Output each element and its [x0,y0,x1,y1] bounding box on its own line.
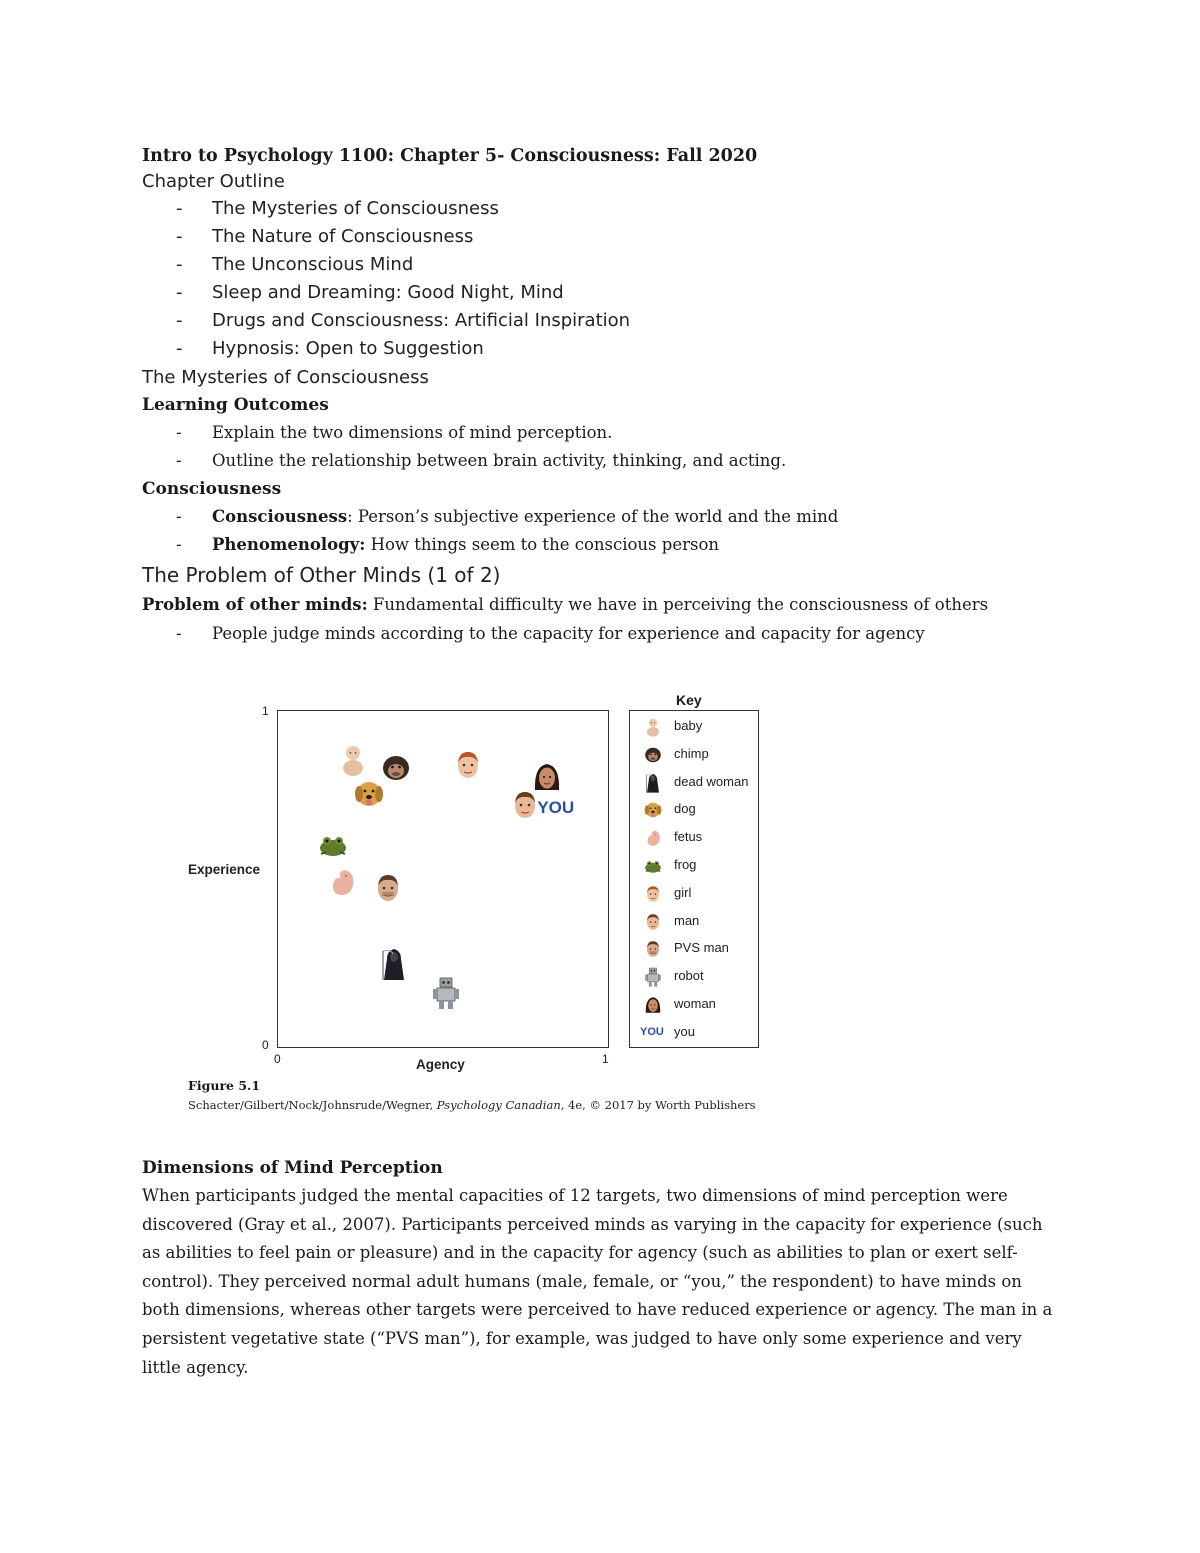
legend-item-woman [640,993,760,1017]
scatter-point-man [510,788,540,822]
legend-label: you [674,1023,695,1039]
legend-label: PVS man [674,940,729,956]
list-item: - Outline the relationship between brain activity, thinking, and acting. [176,451,787,470]
figure-credit: Schacter/Gilbert/Nock/Johnsrude/Wegner, Psychology Canadian, 4e, © 2017 by Worth Publishers [188,1098,756,1112]
legend-item-fetus [640,826,760,850]
legend-icon [644,910,662,934]
chapter-outline-list [142,195,1072,363]
legend-item-dog [640,798,760,822]
legend-item-pvs-man [640,937,760,961]
scatter-point-chimp [381,751,411,785]
legend-label: girl [674,884,692,900]
legend-icon [644,937,662,961]
learning-outcomes-heading: Learning Outcomes [142,395,329,415]
plot-area [277,710,609,1048]
document-page [142,143,1072,648]
dimensions-heading: Dimensions of Mind Perception [142,1158,443,1178]
scatter-point-frog [318,828,348,862]
legend-icon [644,771,662,795]
legend-icon [644,715,662,739]
list-item: - Consciousness: Person’s subjective experience of the world and the mind [176,507,839,526]
legend-icon [644,854,662,878]
learning-outcomes-list [142,419,1072,475]
scatter-point-girl [453,748,483,782]
legend-label: baby [674,718,703,733]
consciousness-list [142,503,1072,559]
x-tick-label: 1 [602,1052,609,1066]
legend-label: frog [674,857,697,872]
figure-caption: Figure 5.1 [188,1078,261,1093]
legend-label: fetus [674,829,703,845]
legend-icon [644,882,662,906]
list-item: - The Unconscious Mind [176,254,414,275]
legend-item-man [640,910,760,934]
list-item: - People judge minds according to the capacity for experience and capacity for agency [176,623,925,643]
list-item: - Hypnosis: Open to Suggestion [176,338,484,359]
mind-perception-figure [186,690,786,1120]
legend-item-dead-woman [640,771,760,795]
legend-icon: YOU [640,1025,664,1038]
legend-icon [644,798,662,822]
x-tick-label: 0 [274,1052,281,1066]
list-item: - Sleep and Dreaming: Good Night, Mind [176,282,564,303]
scatter-point-fetus [327,865,357,899]
list-item: - Phenomenology: How things seem to the conscious person [176,535,720,554]
document-title: Intro to Psychology 1100: Chapter 5- Consciousness: Fall 2020 [142,146,758,166]
legend-label: woman [674,996,716,1011]
legend-label: robot [674,968,704,984]
legend [629,710,759,1048]
scatter-point-dog [354,777,384,811]
problem-heading: The Problem of Other Minds (1 of 2) [142,563,501,587]
legend-item-you [640,1021,760,1045]
consciousness-heading: Consciousness [142,479,282,499]
scatter-point-robot [431,976,461,1010]
problem-list [142,620,1072,648]
legend-label: dog [674,801,696,817]
scatter-point-baby [338,743,368,777]
list-item: - The Mysteries of Consciousness [176,198,499,219]
y-tick-label: 1 [262,704,269,718]
legend-icon [644,826,662,850]
legend-icon [644,743,662,767]
legend-icon [644,965,662,989]
dimensions-paragraph: When participants judged the mental capacities of 12 targets, two dimensions of mind perception were discovered (Gray et al., 2007). Participants perceived minds as varying in the capacity for experience (such as abilities to feel pain or pleasure) and in the capacity for agency (such as abilities to plan or exert self-control). They perceived normal adult humans (male, female, or “you,” the respondent) to have minds on both dimensions, whereas other targets were perceived to have reduced experience or agency. The man in a persistent vegetative state (“PVS man”), for example, was judged to have only some experience and very little agency. [142,1186,1053,1377]
list-item: - Explain the two dimensions of mind perception. [176,423,613,442]
legend-label: chimp [674,745,709,761]
legend-item-chimp [640,743,760,767]
dimensions-section [142,1154,1062,1382]
y-axis-label: Experience [188,862,261,877]
problem-definition: Problem of other minds: Fundamental difficulty we have in perceiving the consciousness of others [142,595,989,614]
chapter-outline-heading: Chapter Outline [142,171,285,192]
legend-item-baby [640,715,760,739]
scatter-point-dead-woman [379,947,409,981]
legend-title: Key [676,692,702,708]
legend-item-robot [640,965,760,989]
legend-label: dead woman [674,773,749,789]
list-item: - Drugs and Consciousness: Artificial Inspiration [176,310,631,331]
scatter-point-you: YOU [537,798,575,817]
legend-label: man [674,912,700,928]
section-heading: The Mysteries of Consciousness [142,367,429,388]
legend-item-girl [640,882,760,906]
legend-icon [644,993,662,1017]
scatter-point-pvs-man [373,871,403,905]
y-tick-label: 0 [262,1038,269,1052]
list-item: - The Nature of Consciousness [176,226,474,247]
legend-item-frog [640,854,760,878]
x-axis-label: Agency [416,1057,465,1072]
